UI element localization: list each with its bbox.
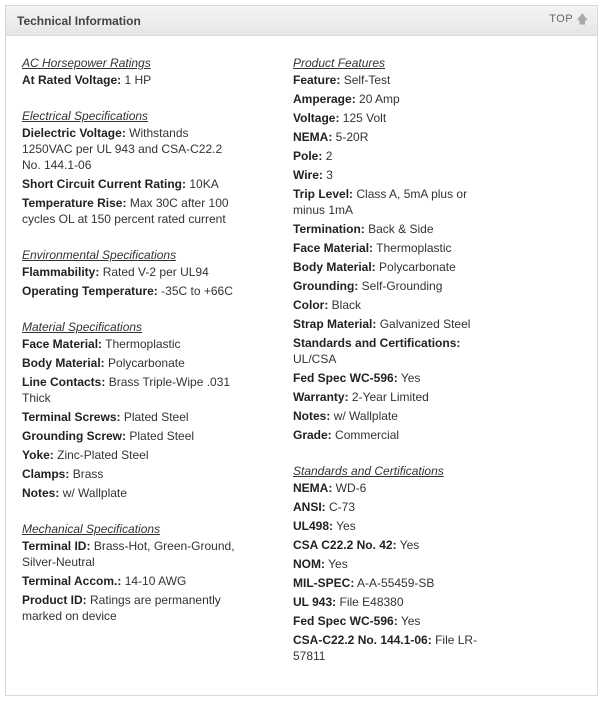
spec-value: Yes — [400, 371, 421, 385]
spec-label: Temperature Rise: — [22, 196, 127, 210]
spec-label: Face Material: — [22, 337, 103, 351]
spec-row — [22, 264, 237, 280]
spec-label: At Rated Voltage: — [22, 73, 122, 87]
spec-value: Brass Triple-Wipe .031 Thick — [22, 375, 231, 405]
spec-row — [293, 480, 493, 496]
spec-value: C-73 — [329, 500, 356, 514]
spec-label: NOM: — [293, 557, 325, 571]
spec-row — [22, 592, 237, 624]
spec-value: Back & Side — [368, 222, 434, 236]
spec-row — [22, 409, 237, 425]
spec-row — [293, 72, 493, 88]
spec-label: Body Material: — [22, 356, 105, 370]
top-label[interactable]: TOP — [549, 13, 574, 25]
spec-label: Warranty: — [293, 390, 349, 404]
spec-row — [22, 538, 237, 570]
spec-label: Fed Spec WC-596: — [293, 614, 398, 628]
right-spec-column — [293, 55, 493, 684]
spec-label: Fed Spec WC-596: — [293, 371, 398, 385]
spec-label: MIL-SPEC: — [293, 576, 355, 590]
spec-value: Zinc-Plated Steel — [57, 448, 149, 462]
spec-row — [22, 447, 237, 463]
spec-label: Clamps: — [22, 467, 70, 481]
spec-row — [22, 336, 237, 352]
spec-label: Dielectric Voltage: — [22, 126, 126, 140]
spec-value: Plated Steel — [123, 410, 189, 424]
spec-row — [293, 221, 493, 237]
spec-label: Wire: — [293, 168, 323, 182]
spec-value: 1 HP — [124, 73, 152, 87]
spec-section-electrical-specifications — [22, 108, 237, 227]
spec-row — [293, 613, 493, 629]
spec-label: UL 943: — [293, 595, 337, 609]
spec-row — [293, 110, 493, 126]
section-title: Standards and Certifications — [293, 464, 444, 478]
spec-section-product-features — [293, 55, 493, 443]
spec-row — [22, 195, 237, 227]
spec-value: Thermoplastic — [376, 241, 452, 255]
spec-value: w/ Wallplate — [62, 486, 127, 500]
spec-section-standards-and-certifications — [293, 463, 493, 664]
spec-label: Color: — [293, 298, 329, 312]
spec-row — [293, 335, 493, 367]
spec-row — [293, 575, 493, 591]
spec-row — [22, 428, 237, 444]
spec-value: 2-Year Limited — [351, 390, 429, 404]
spec-label: Pole: — [293, 149, 323, 163]
spec-value: Brass-Hot, Green-Ground, Silver-Neutral — [22, 539, 235, 569]
spec-row — [22, 466, 237, 482]
spec-section-ac-horsepower-ratings — [22, 55, 237, 88]
panel-header — [6, 6, 597, 36]
spec-row — [293, 537, 493, 553]
spec-value: 14-10 AWG — [124, 574, 187, 588]
spec-label: Face Material: — [293, 241, 374, 255]
spec-label: Terminal Accom.: — [22, 574, 122, 588]
section-title: Material Specifications — [22, 320, 143, 334]
spec-label: NEMA: — [293, 130, 333, 144]
arrow-up-icon[interactable]: 🡅 — [576, 12, 589, 26]
spec-label: Feature: — [293, 73, 341, 87]
spec-value: -35C to +66C — [161, 284, 233, 298]
spec-row — [293, 518, 493, 534]
spec-label: Body Material: — [293, 260, 376, 274]
spec-row — [293, 148, 493, 164]
spec-row — [22, 573, 237, 589]
spec-value: Galvanized Steel — [379, 317, 471, 331]
spec-value: 20 Amp — [359, 92, 400, 106]
spec-label: Amperage: — [293, 92, 356, 106]
spec-row — [293, 297, 493, 313]
spec-label: Line Contacts: — [22, 375, 106, 389]
spec-value: Plated Steel — [129, 429, 195, 443]
spec-label: Operating Temperature: — [22, 284, 158, 298]
spec-value: Yes — [400, 614, 421, 628]
section-title: Electrical Specifications — [22, 109, 149, 123]
spec-row — [293, 240, 493, 256]
spec-value: A-A-55459-SB — [357, 576, 435, 590]
spec-row — [22, 283, 237, 299]
spec-label: Termination: — [293, 222, 365, 236]
spec-value: Rated V-2 per UL94 — [102, 265, 209, 279]
section-title: Environmental Specifications — [22, 248, 177, 262]
spec-value: 5-20R — [335, 130, 369, 144]
spec-row — [293, 370, 493, 386]
spec-row — [293, 594, 493, 610]
spec-row — [293, 408, 493, 424]
spec-value: 10KA — [189, 177, 219, 191]
spec-value: Ratings are permanently marked on device — [22, 593, 221, 623]
spec-value: Brass — [72, 467, 104, 481]
panel-title: Technical Information — [17, 14, 141, 28]
spec-value: w/ Wallplate — [333, 409, 398, 423]
spec-section-material-specifications — [22, 319, 237, 501]
spec-value: Yes — [336, 519, 356, 533]
spec-value: File E48380 — [339, 595, 404, 609]
spec-label: Standards and Certifications: — [293, 336, 461, 350]
spec-value: Yes — [399, 538, 420, 552]
spec-row — [22, 72, 237, 88]
spec-value: Self-Test — [343, 73, 391, 87]
spec-row — [293, 91, 493, 107]
spec-label: Terminal Screws: — [22, 410, 121, 424]
spec-row — [293, 167, 493, 183]
spec-label: Trip Level: — [293, 187, 354, 201]
top-link[interactable] — [549, 13, 589, 25]
spec-value: Max 30C after 100 cycles OL at 150 percent rated current — [22, 196, 229, 226]
left-spec-column — [22, 55, 237, 644]
spec-value: UL/CSA — [293, 352, 337, 366]
section-title: Product Features — [293, 56, 386, 70]
spec-section-environmental-specifications — [22, 247, 237, 299]
spec-label: Grade: — [293, 428, 332, 442]
section-title: Mechanical Specifications — [22, 522, 161, 536]
spec-label: Yoke: — [22, 448, 54, 462]
spec-value: 3 — [326, 168, 333, 182]
spec-label: CSA C22.2 No. 42: — [293, 538, 397, 552]
section-title: AC Horsepower Ratings — [22, 56, 151, 70]
spec-row — [293, 259, 493, 275]
spec-value: Withstands 1250VAC per UL 943 and CSA-C22.2 No. 144.1-06 — [22, 126, 223, 172]
spec-label: Grounding Screw: — [22, 429, 127, 443]
spec-value: Thermoplastic — [105, 337, 181, 351]
spec-row — [293, 632, 493, 664]
spec-label: Flammability: — [22, 265, 100, 279]
spec-value: 125 Volt — [342, 111, 387, 125]
spec-row — [293, 129, 493, 145]
spec-row — [22, 125, 237, 173]
spec-value: 2 — [325, 149, 333, 163]
spec-row — [293, 278, 493, 294]
spec-value: Yes — [328, 557, 348, 571]
spec-label: Terminal ID: — [22, 539, 91, 553]
spec-row — [293, 556, 493, 572]
spec-row — [293, 389, 493, 405]
spec-row — [293, 427, 493, 443]
spec-row — [293, 316, 493, 332]
spec-value: WD-6 — [335, 481, 367, 495]
spec-label: Notes: — [293, 409, 331, 423]
spec-value: File LR-57811 — [293, 633, 478, 663]
spec-label: UL498: — [293, 519, 334, 533]
spec-row — [22, 485, 237, 501]
spec-value: Polycarbonate — [108, 356, 185, 370]
spec-value: Self-Grounding — [361, 279, 443, 293]
spec-label: Voltage: — [293, 111, 340, 125]
spec-row — [293, 186, 493, 218]
spec-row — [22, 355, 237, 371]
spec-label: Notes: — [22, 486, 60, 500]
spec-label: CSA-C22.2 No. 144.1-06: — [293, 633, 432, 647]
spec-label: Short Circuit Current Rating: — [22, 177, 186, 191]
spec-label: ANSI: — [293, 500, 326, 514]
spec-label: Strap Material: — [293, 317, 377, 331]
spec-label: Product ID: — [22, 593, 87, 607]
spec-row — [22, 176, 237, 192]
spec-section-mechanical-specifications — [22, 521, 237, 624]
spec-value: Black — [331, 298, 362, 312]
spec-value: Commercial — [335, 428, 400, 442]
spec-row — [22, 374, 237, 406]
spec-label: NEMA: — [293, 481, 333, 495]
spec-value: Polycarbonate — [379, 260, 456, 274]
spec-label: Grounding: — [293, 279, 359, 293]
spec-value: Class A, 5mA plus or minus 1mA — [293, 187, 468, 217]
spec-row — [293, 499, 493, 515]
